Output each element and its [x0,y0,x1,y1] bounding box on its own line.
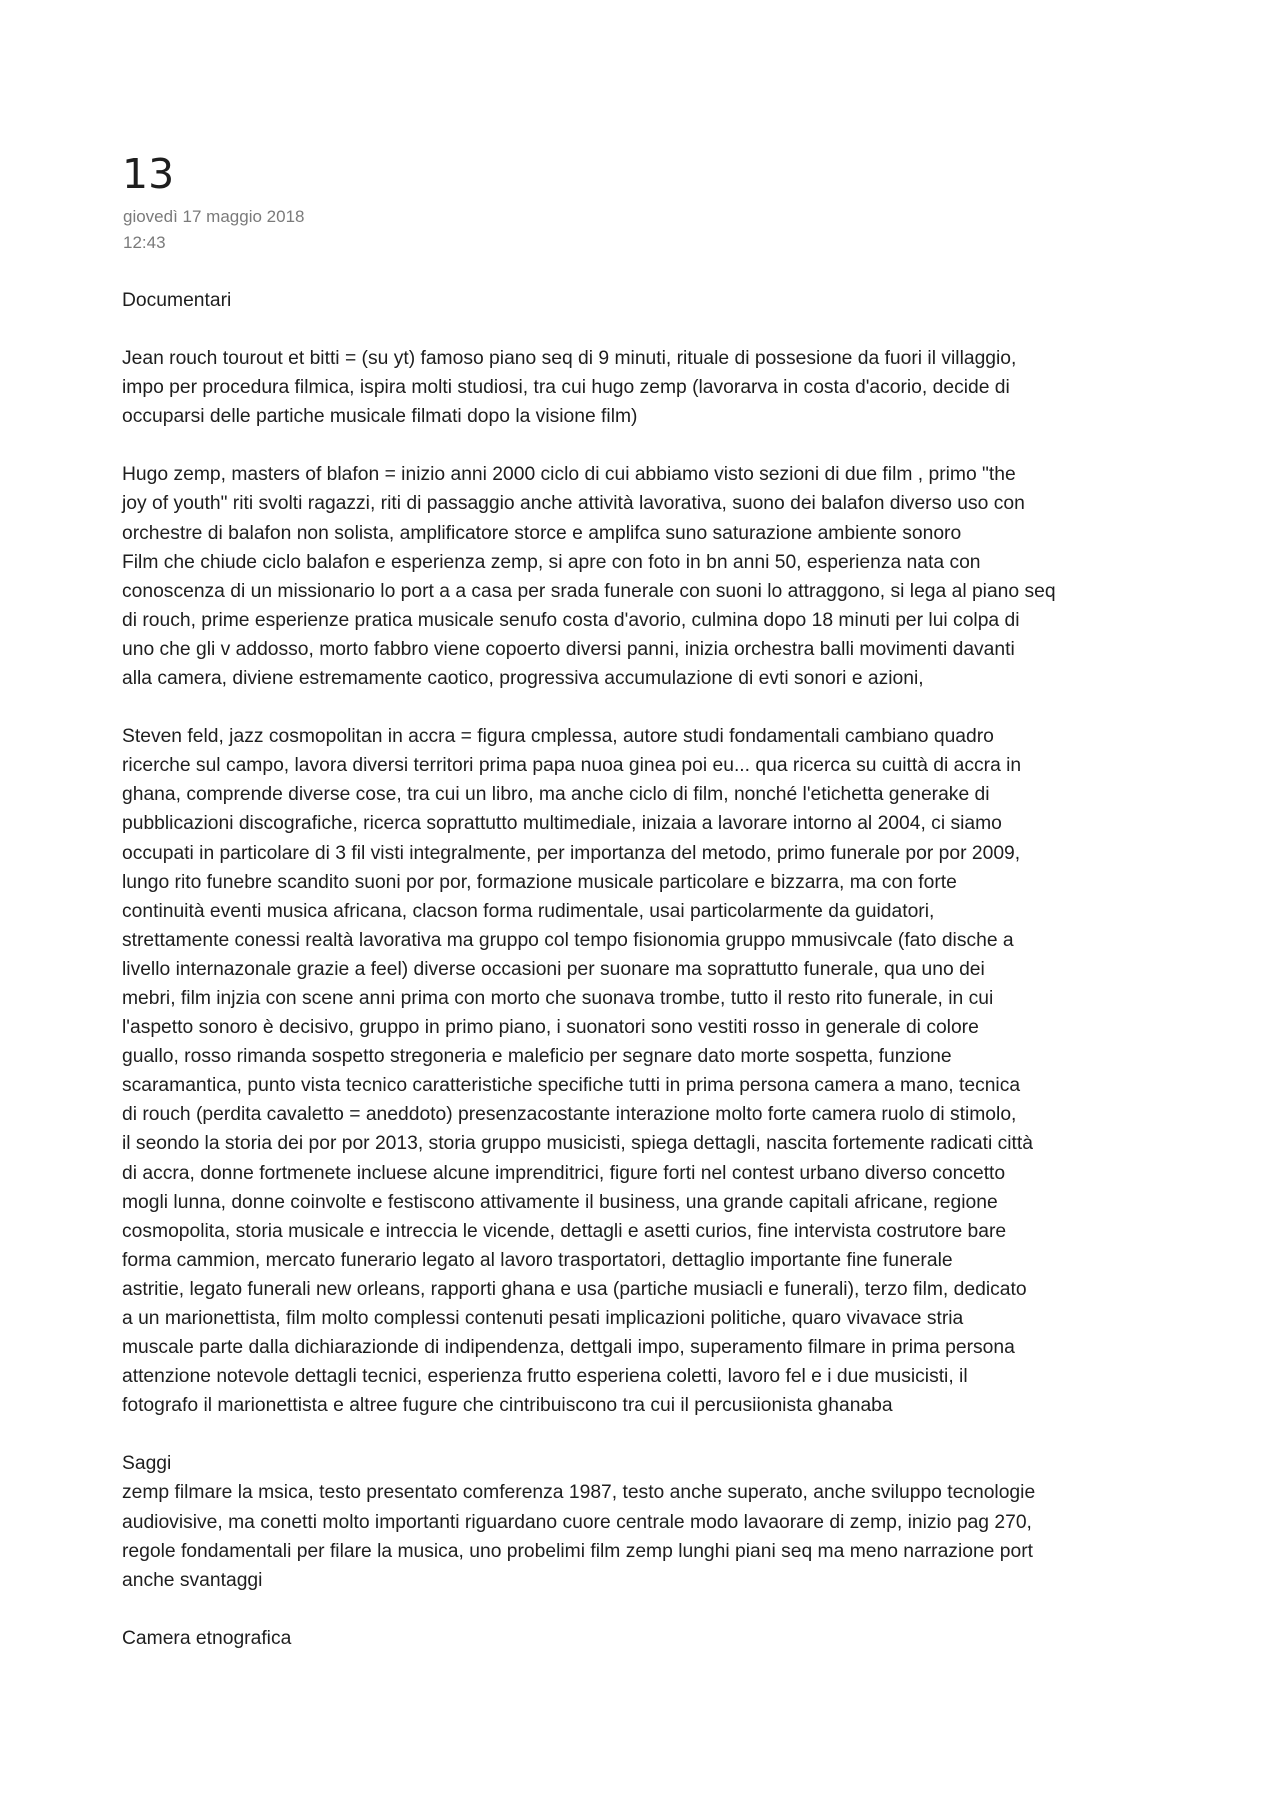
text-line: fotografo il marionettista e altree fugure che cintribuiscono tra cui il percusiionista ghanaba [122,1395,893,1417]
text-line: joy of youth" riti svolti ragazzi, riti di passaggio anche attività lavorativa, suono dei balafon diverso uso con [122,493,1025,515]
text-line: impo per procedura filmica, ispira molti studiosi, tra cui hugo zemp (lavorarva in costa d'acorio, decide di [122,377,1010,399]
text-line: di rouch, prime esperienze pratica musicale senufo costa d'avorio, culmina dopo 18 minuti per lui colpa di [122,609,1020,631]
text-line: astritie, legato funerali new orleans, rapporti ghana e usa (partiche musiacli e funerali), terzo film, dedicato [122,1278,1027,1300]
paragraph-saggi [122,1478,1172,1594]
text-line: occupati in particolare di 3 fil visti integralmente, per importanza del metodo, primo funerale por por 2009, [122,842,1021,864]
text-line: anche svantaggi [122,1569,263,1591]
note-time: 12:43 [123,233,166,252]
text-line: a un marionettista, film molto complessi contenuti pesati implicazioni politiche, quaro vivavace stria [122,1308,964,1329]
text-line: zemp filmare la msica, testo presentato comferenza 1987, testo anche superato, anche sviluppo tecnologie [122,1482,1036,1504]
note-metadata [123,204,304,256]
text-line: occuparsi delle partiche musicale filmati dopo la visione film) [122,406,638,428]
paragraph-zemp [122,460,1172,693]
text-line: cosmopolita, storia musicale e intreccia le vicende, dettagli e asetti curios, fine intervista costrutore bare [122,1220,1007,1242]
text-line: di rouch (perdita cavaletto = aneddoto) presenzacostante interazione molto forte camera ruolo di stimolo, [122,1104,1017,1126]
text-line: mogli lunna, donne coinvolte e festiscono attivamente il business, una grande capitali africane, regione [122,1191,998,1213]
note-date: giovedì 17 maggio 2018 [123,207,305,226]
heading-documentari: Documentari [122,290,232,311]
text-line: di accra, donne fortmenete incluese alcune imprenditrici, figure forti nel contest urbano diverso concetto [122,1162,1006,1184]
text-line: regole fondamentali per filare la musica, uno probelimi film zemp lunghi piani seq ma meno narrazione port [122,1540,1033,1562]
page-title: 13 [122,150,175,198]
text-line: livello internazonale grazie a feel) diverse occasioni per suonare ma soprattutto funerale, qua uno dei [122,958,985,980]
note-body [122,286,1172,1653]
text-line: orchestre di balafon non solista, amplificatore storce e amplifca suno saturazione ambiente sonoro [122,522,962,544]
text-line: Film che chiude ciclo balafon e esperienza zemp, si apre con foto in bn anni 50, esperienza nata con [122,551,981,573]
text-line: muscale parte dalla dichiarazionde di indipendenza, dettgali impo, superamento filmare in prima persona [122,1337,1015,1359]
text-line: Steven feld, jazz cosmopolitan in accra = figura cmplessa, autore studi fondamentali cambiano quadro [122,726,994,748]
text-line: guallo, rosso rimanda sospetto stregoneria e maleficio per segnare dato morte sospetta, funzione [122,1046,952,1068]
text-line: l'aspetto sonoro è decisivo, gruppo in primo piano, i suonatori sono vestiti rosso in generale di colore [122,1017,979,1039]
text-line: conoscenza di un missionario lo port a a casa per srada funerale con suoni lo attraggono, si lega al piano seq [122,580,1056,602]
paragraph-rouch [122,344,1172,431]
text-line: mebri, film injzia con scene anni prima con morto che suonava trombe, tutto il resto rito funerale, in cui [122,987,994,1009]
text-line: uno che gli v addosso, morto fabbro viene copoerto diversi panni, inizia orchestra balli movimenti davanti [122,638,1015,660]
text-line: alla camera, diviene estremamente caotico, progressiva accumulazione di evti sonori e azioni, [122,668,924,690]
text-line: attenzione notevole dettagli tecnici, esperienza frutto esperiena coletti, lavoro fel e i due musicisti, il [122,1366,968,1388]
text-line: Hugo zemp, masters of blafon = inizio anni 2000 ciclo di cui abbiamo visto sezioni di due film , primo "the [122,464,1016,486]
text-line: scaramantica, punto vista tecnico caratteristiche specifiche tutti in prima persona camera a mano, tecnica [122,1075,1021,1097]
heading-saggi: Saggi [122,1453,172,1475]
text-line: continuità eventi musica africana, clacson forma rudimentale, usai particolarmente da guidatori, [122,900,935,922]
text-line: lungo rito funebre scandito suoni por por, formazione musicale particolare e bizzarra, ma con forte [122,871,957,893]
paragraph-feld [122,722,1172,1420]
text-line: ricerche sul campo, lavora diversi territori prima papa nuoa ginea poi eu... qua ricerca su cuittà di accra in [122,755,1022,777]
text-line: strettamente conessi realtà lavorativa ma gruppo col tempo fisionomia gruppo mmusivcale (fato dische a [122,929,1014,951]
text-line: Jean rouch tourout et bitti = (su yt) famoso piano seq di 9 minuti, rituale di possesione da fuori il villaggio, [122,348,1017,370]
text-line: pubblicazioni discografiche, ricerca soprattutto multimediale, inizaia a lavorare intorno al 2004, ci siamo [122,813,1002,835]
text-line: il seondo la storia dei por por 2013, storia gruppo musicisti, spiega dettagli, nascita fortemente radicati città [122,1133,1033,1155]
text-line: forma cammion, mercato funerario legato al lavoro trasportatori, dettaglio importante fine funerale [122,1249,953,1271]
text-line: ghana, comprende diverse cose, tra cui un libro, ma anche ciclo di film, nonché l'etichetta generake di [122,784,990,806]
heading-camera-etnografica: Camera etnografica [122,1627,292,1649]
text-line: audiovisive, ma conetti molto importanti riguardano cuore centrale modo lavaorare di zemp, inizio pag 270, [122,1511,1032,1533]
